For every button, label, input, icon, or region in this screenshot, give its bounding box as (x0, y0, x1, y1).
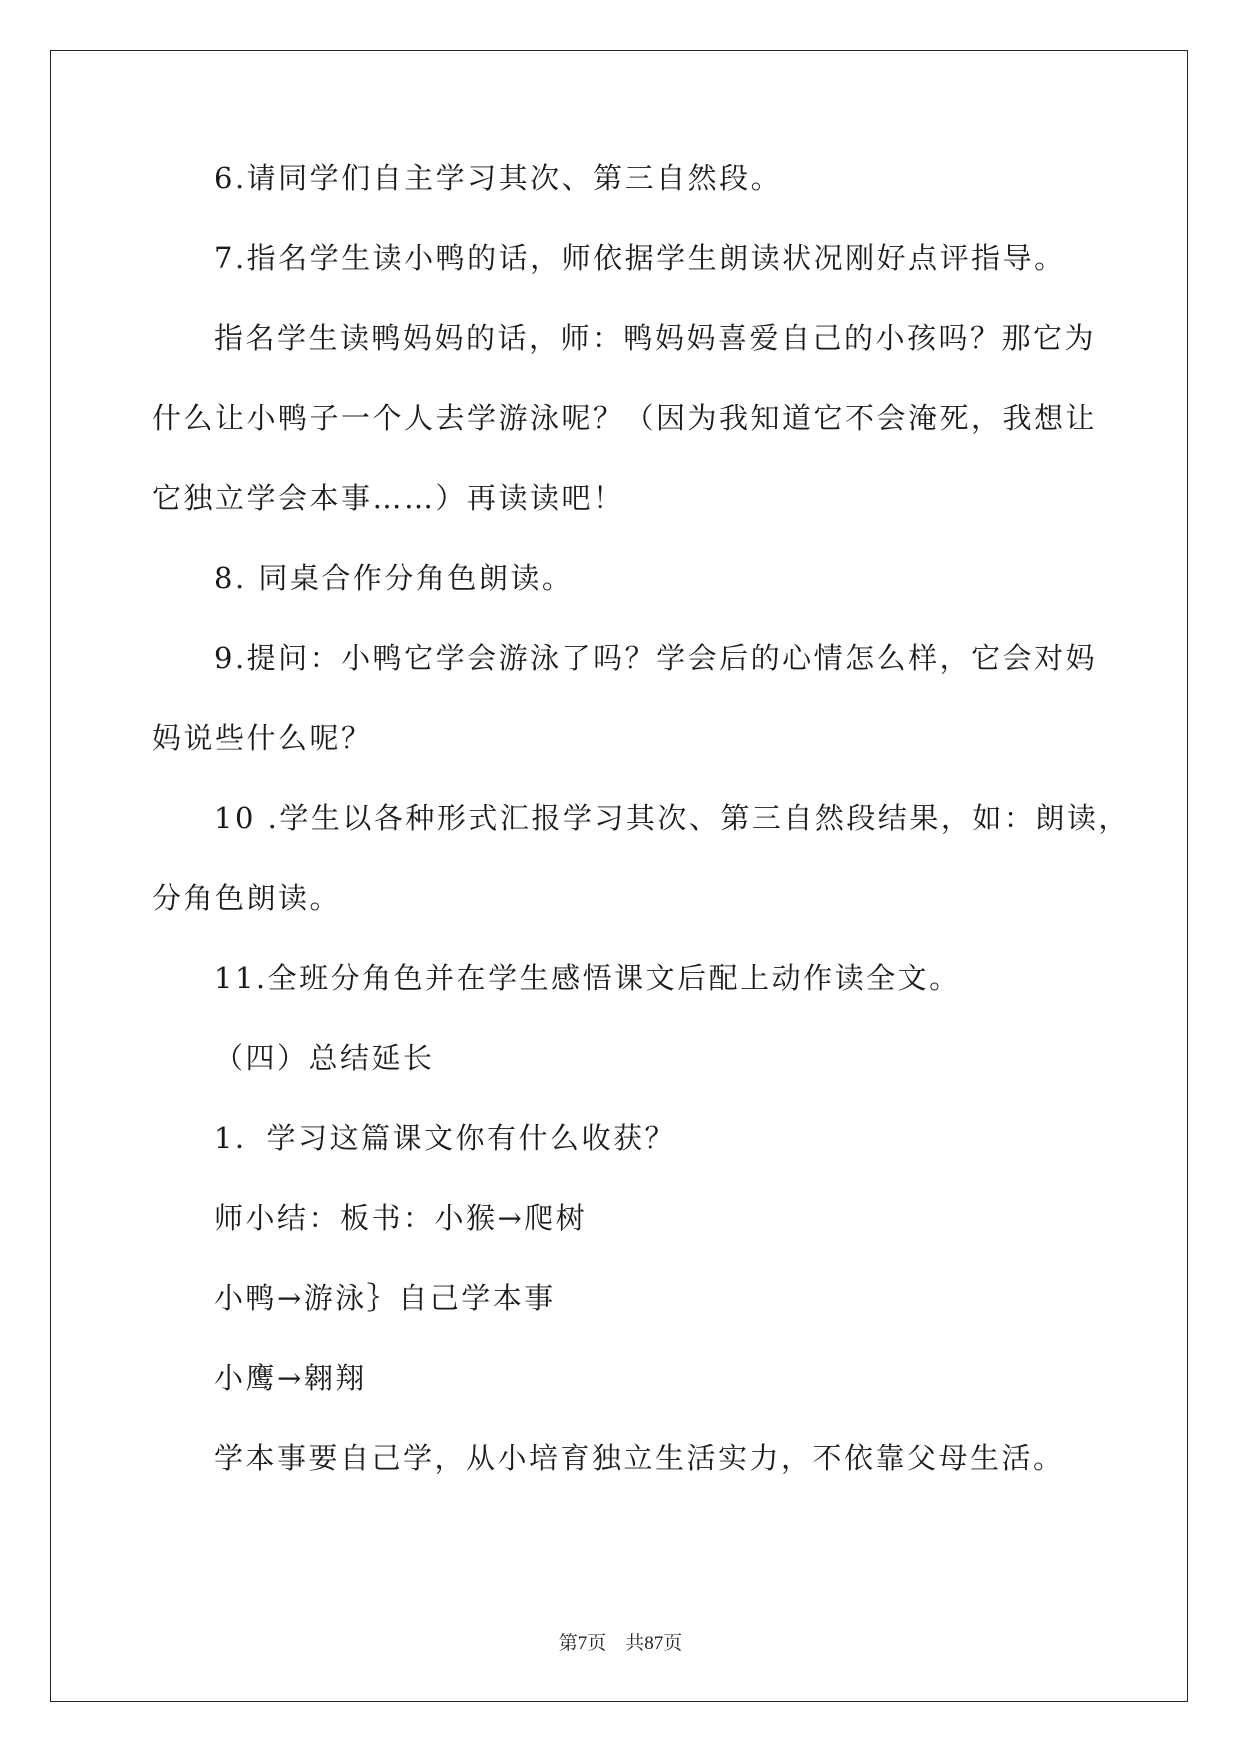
footer-page-suffix: 页 (587, 1633, 607, 1654)
paragraph-line: 6.请同学们自主学习其次、第三自然段。 (214, 161, 783, 195)
paragraph-line: 它独立学会本事……）再读读吧！ (152, 481, 625, 515)
section-heading: （四）总结延长 (214, 1041, 435, 1075)
paragraph-line: 师小结：板书：小猴→爬树 (214, 1201, 588, 1235)
footer-total-pages: 87 (644, 1633, 664, 1654)
page-footer (0, 1632, 1241, 1656)
footer-total-suffix: 页 (663, 1633, 683, 1654)
paragraph-line: 1．学习这篇课文你有什么收获？ (214, 1121, 676, 1155)
paragraph-line: 什么让小鸭子一个人去学游泳呢？（因为我知道它不会淹死，我想让 (152, 401, 1098, 435)
paragraph-line: 分角色朗读。 (152, 881, 342, 915)
paragraph-line: 7.指名学生读小鸭的话，师依据学生朗读状况刚好点评指导。 (214, 241, 1066, 275)
paragraph-line: 指名学生读鸭妈妈的话，师：鸭妈妈喜爱自己的小孩吗？那它为 (214, 321, 1097, 355)
paragraph-line: 10 .学生以各种形式汇报学习其次、第三自然段结果，如：朗读， (214, 801, 1130, 835)
footer-total-prefix: 共 (625, 1633, 645, 1654)
paragraph-line: 妈说些什么呢？ (152, 721, 373, 755)
paragraph-line: 小鸭→游泳｝自己学本事 (214, 1281, 556, 1315)
footer-page-prefix: 第 (558, 1633, 578, 1654)
paragraph-line: 9.提问：小鸭它学会游泳了吗？学会后的心情怎么样，它会对妈 (214, 641, 1098, 675)
paragraph-line: 小鹰→翱翔 (214, 1361, 367, 1395)
paragraph-line: 11.全班分角色并在学生感悟课文后配上动作读全文。 (214, 961, 961, 995)
footer-page-number: 7 (577, 1633, 588, 1654)
paragraph-line: 8. 同桌合作分角色朗读。 (214, 561, 574, 595)
paragraph-line: 学本事要自己学，从小培育独立生活实力，不依靠父母生活。 (214, 1441, 1065, 1475)
